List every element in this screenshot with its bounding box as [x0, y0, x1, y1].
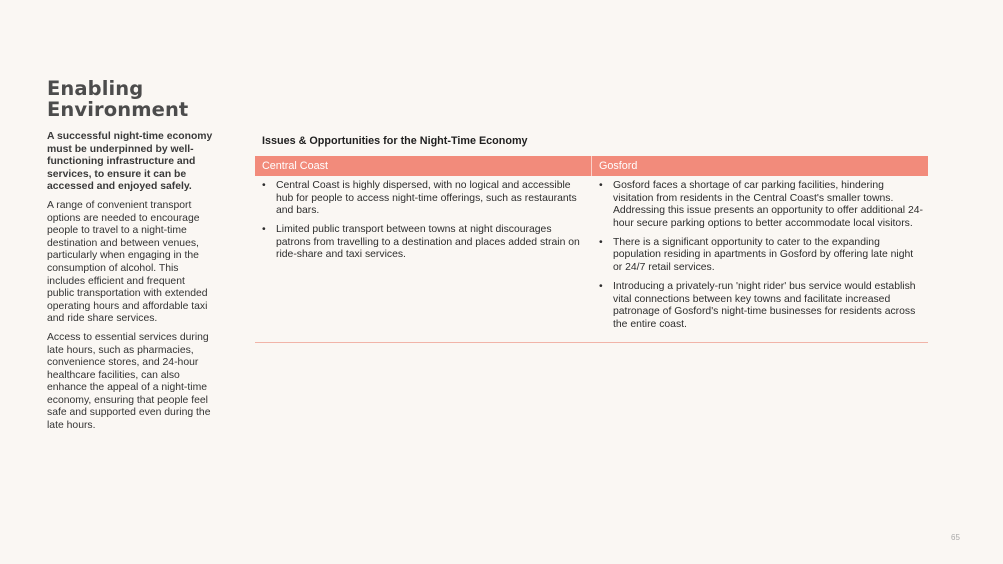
issues-opportunities-table [255, 133, 928, 343]
central-coast-item: • Limited public transport between towns at night discourages patrons from travelling to a destination and places added strain on ride-share and taxi services. [255, 224, 592, 262]
column-header-gosford: Gosford [599, 160, 638, 172]
column-header-central-coast: Central Coast [255, 156, 592, 176]
page-heading [47, 78, 237, 120]
gosford-item: • Gosford faces a shortage of car parking facilities, hindering visitation from residents in the Central Coast's smaller towns. Addressing this issue presents an opportunity to offer additional 24-hour secure parking options to better accommodate local visitors. [592, 180, 928, 230]
central-coast-list [255, 180, 592, 262]
central-coast-cell [255, 176, 592, 338]
central-coast-item: • Central Coast is highly dispersed, with no logical and accessible hub for people to access night-time offerings, such as restaurants and bars. [255, 180, 592, 218]
gosford-item: • There is a significant opportunity to cater to the expanding population residing in apartments in Gosford by offering late night or 24/7 retail services. [592, 237, 928, 275]
page-heading-line-2: Environment [47, 98, 189, 121]
intro-lead-paragraph: A successful night-time economy must be underpinned by well-functioning infrastructure and services, to ensure it can be accessed and enjoyed safely. [47, 131, 213, 193]
gosford-item: • Introducing a privately-run 'night rider' bus service would establish vital connections between key towns and facilitate increased patronage of Gosford's night-time businesses for residents across the entire coast. [592, 281, 928, 331]
page-heading-line-1: Enabling [47, 77, 144, 100]
table-header-row [255, 156, 928, 176]
intro-paragraph-services: Access to essential services during late hours, such as pharmacies, convenience stores, and 24-hour healthcare facilities, can also enhance the appeal of a night-time economy, ensuring that people feel safe and supported even during the late hours. [47, 331, 211, 432]
page-number: 65 [951, 533, 960, 542]
intro-text [47, 131, 213, 439]
gosford-cell [592, 176, 928, 338]
table-title: Issues & Opportunities for the Night-Time Economy [262, 135, 528, 147]
gosford-list [592, 180, 928, 332]
intro-paragraph-transport: A range of convenient transport options are needed to encourage people to travel to a night-time destination and between venues, particularly when engaging in the consumption of alcohol. This includes efficient and frequent public transportation with extended operating hours and affordable taxi and ride share services. [47, 199, 208, 325]
table-body-row [255, 176, 928, 343]
